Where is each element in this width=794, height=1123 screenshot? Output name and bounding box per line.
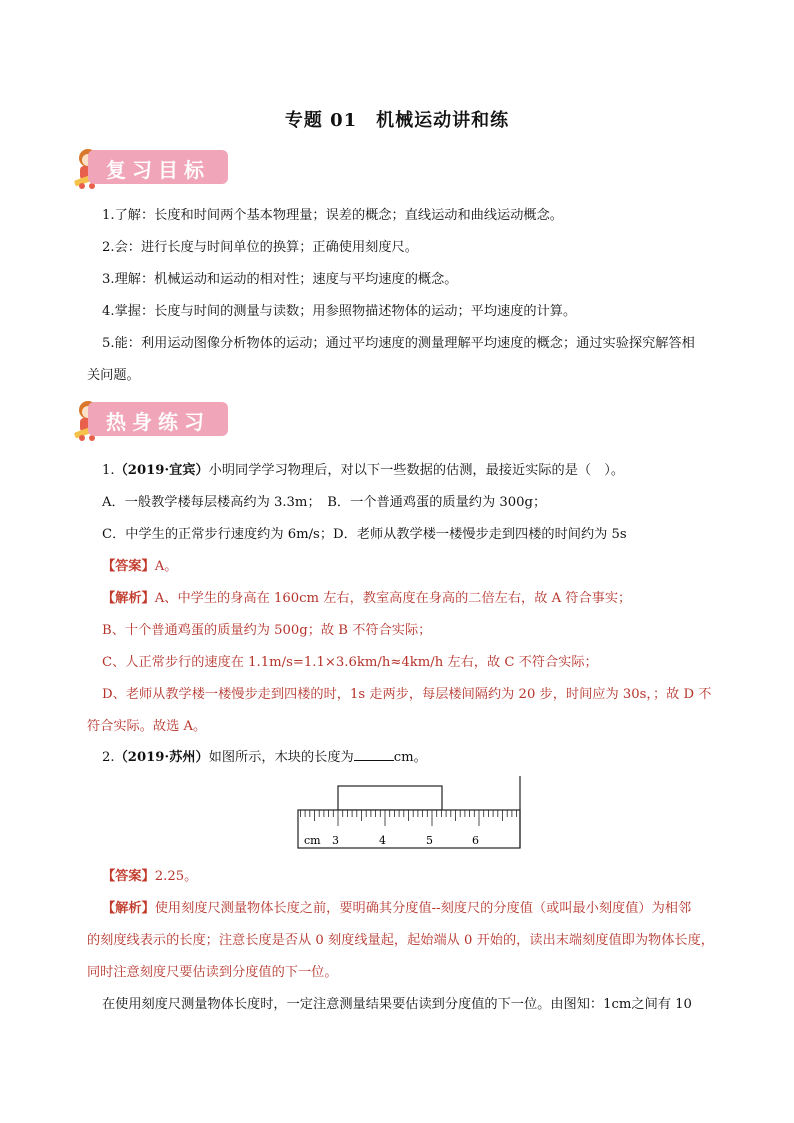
section-title: 复习目标 — [106, 158, 210, 182]
section-badge — [88, 150, 228, 184]
review-item: 4.掌握：长度与时间的测量与读数；用参照物描述物体的运动；平均速度的计算。 — [102, 304, 577, 319]
analysis-line: D、老师从教学楼一楼慢步走到四楼的时，1s 走两步，每层楼间隔约为 20 步，时间应为 30s，；故 D 不 — [102, 687, 712, 702]
ruler-label-4: 4 — [379, 834, 386, 847]
analysis-text: 使用刻度尺测量物体长度之前，要明确其分度值--刻度尺的分度值（或叫最小刻度值）为相邻 — [154, 901, 692, 916]
analysis-line — [102, 899, 742, 919]
review-item: 1.了解：长度和时间两个基本物理量；误差的概念；直线运动和曲线运动概念。 — [102, 208, 563, 223]
analysis-line: B、十个普通鸡蛋的质量约为 500g；故 B 不符合实际； — [102, 623, 432, 638]
answer-label: 【答案】 — [102, 869, 155, 884]
ruler-label-cm: cm — [304, 834, 321, 847]
section-badge — [88, 402, 228, 436]
wood-block — [338, 786, 442, 810]
ruler-label-3: 3 — [332, 834, 339, 847]
analysis-line: 符合实际。故选 A。 — [87, 719, 207, 734]
question-source: （2019·宜宾） — [114, 463, 209, 478]
ruler-figure — [296, 776, 524, 852]
answer-label: 【答案】 — [102, 559, 155, 574]
question-unit: cm。 — [393, 750, 427, 765]
question-text: 小明同学学习物理后，对以下一些数据的估测，最接近实际的是（ ）。 — [208, 463, 625, 478]
section-banner-warmup — [70, 398, 230, 440]
review-item: 2.会：进行长度与时间单位的换算；正确使用刻度尺。 — [102, 240, 418, 255]
question-text: 如图所示，木块的长度为 — [208, 750, 354, 765]
review-item: 关问题。 — [87, 368, 140, 383]
question-number: 2. — [102, 750, 115, 765]
question-stem — [102, 461, 742, 481]
question-source: （2019·苏州） — [114, 750, 209, 765]
page-title: 专题 01 机械运动讲和练 — [284, 110, 510, 131]
answer-value: 2.25。 — [154, 869, 198, 884]
answer-line — [102, 867, 742, 887]
review-item: 3.理解：机械运动和运动的相对性；速度与平均速度的概念。 — [102, 272, 458, 287]
section-banner-review — [70, 146, 230, 188]
section-title: 热身练习 — [106, 410, 210, 434]
analysis-label: 【解析】 — [102, 591, 155, 606]
answer-line — [102, 557, 742, 577]
analysis-label: 【解析】 — [102, 901, 155, 916]
question-number: 1. — [102, 463, 115, 478]
question-options: A．一般教学楼每层楼高约为 3.3m； B．一个普通鸡蛋的质量约为 300g； — [102, 495, 547, 510]
answer-value: A。 — [154, 559, 178, 574]
analysis-line: 的刻度线表示的长度；注意长度是否从 0 刻度线量起，起始端从 0 开始的，读出末端刻度值即为物体长度， — [87, 933, 714, 948]
ruler-label-5: 5 — [426, 834, 433, 847]
ruler-label-6: 6 — [472, 834, 479, 847]
question-stem — [102, 748, 742, 768]
analysis-text: A、中学生的身高在 160cm 左右，教室高度在身高的二倍左右，故 A 符合事实； — [154, 591, 632, 606]
review-item: 5.能：利用运动图像分析物体的运动；通过平均速度的测量理解平均速度的概念；通过实验探究解答相 — [102, 336, 695, 351]
analysis-line: 同时注意刻度尺要估读到分度值的下一位。 — [87, 965, 338, 980]
question-options: C．中学生的正常步行速度约为 6m/s；D．老师从教学楼一楼慢步走到四楼的时间约为 5s — [102, 527, 627, 542]
analysis-line: C、人正常步行的速度在 1.1m/s=1.1×3.6km/h≈4km/h 左右，故 C 不符合实际； — [102, 655, 598, 670]
answer-blank — [354, 748, 394, 761]
analysis-line — [102, 589, 742, 609]
analysis-line: 在使用刻度尺测量物体长度时，一定注意测量结果要估读到分度值的下一位。由图知：1cm之间有 10 — [102, 997, 692, 1012]
